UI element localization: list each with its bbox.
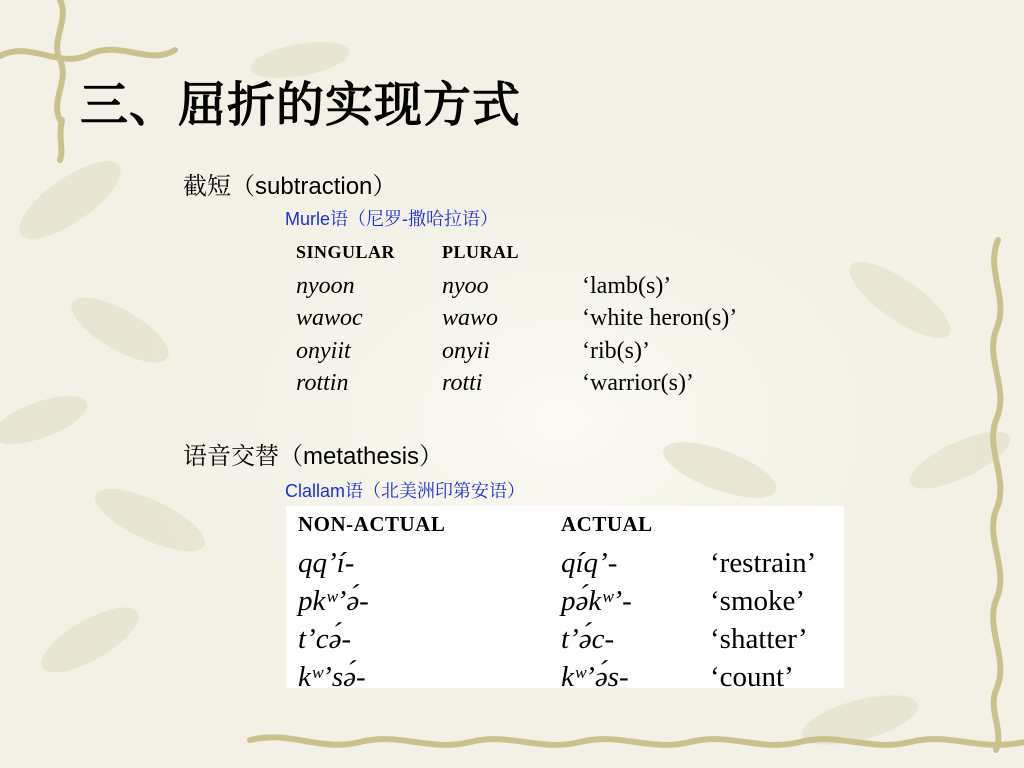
gloss: ‘rib(s)’: [582, 337, 650, 364]
non-actual-form: qqʼí-: [298, 546, 355, 579]
actual-form: tʼə́c-: [561, 622, 615, 655]
section-heading-metathesis: 语音交替（metathesis）: [183, 443, 444, 470]
plural-form: nyoo: [442, 272, 489, 299]
non-actual-form: kʷʼsə́-: [298, 660, 366, 693]
murle-table: [296, 242, 737, 400]
gloss: ‘warrior(s)’: [582, 370, 694, 397]
column-header-plural: PLURAL: [442, 242, 520, 262]
table-header-row: [298, 512, 816, 544]
non-actual-form: pkʷʼə́-: [298, 584, 369, 617]
singular-form: nyoon: [296, 272, 355, 299]
gloss: ‘count’: [710, 660, 794, 693]
gloss: ‘white heron(s)’: [582, 305, 738, 332]
column-header-actual: ACTUAL: [561, 512, 653, 536]
plural-form: wawo: [442, 305, 499, 332]
table-row: [298, 658, 816, 696]
section-heading-subtraction: 截短（subtraction）: [183, 173, 397, 200]
table-row: [296, 270, 737, 303]
subheading-clallam: Clallam语（北美洲印第安语）: [285, 481, 526, 501]
gloss: ‘smoke’: [710, 584, 806, 617]
clallam-table-panel: [286, 506, 844, 693]
plural-form: rotti: [442, 370, 483, 397]
actual-form: pə́kʷʼ-: [561, 584, 632, 617]
singular-form: wawoc: [296, 305, 363, 332]
table-row: [296, 335, 737, 368]
actual-form: qíqʼ-: [561, 546, 618, 579]
table-row: [298, 620, 816, 658]
singular-form: onyiit: [296, 337, 351, 364]
subheading-murle: Murle语（尼罗-撒哈拉语）: [285, 209, 499, 229]
table-header-row: [296, 242, 737, 270]
actual-form: kʷʼə́s-: [561, 660, 629, 693]
plural-form: onyii: [442, 337, 490, 364]
column-header-singular: SINGULAR: [296, 242, 396, 262]
table-row: [296, 303, 737, 336]
table-row: [298, 582, 816, 620]
column-header-gloss: [710, 512, 816, 544]
singular-form: rottin: [296, 370, 349, 397]
column-header-non-actual: NON-ACTUAL: [298, 512, 446, 536]
slide-title: 三、屈折的实现方式: [80, 77, 522, 133]
clallam-table: [298, 512, 816, 696]
table-row: [296, 368, 737, 401]
gloss: ‘restrain’: [710, 546, 817, 579]
gloss: ‘lamb(s)’: [582, 272, 672, 299]
gloss: ‘shatter’: [710, 622, 808, 655]
column-header-gloss: [582, 242, 737, 270]
table-row: [298, 544, 816, 582]
non-actual-form: tʼcə́-: [298, 622, 352, 655]
